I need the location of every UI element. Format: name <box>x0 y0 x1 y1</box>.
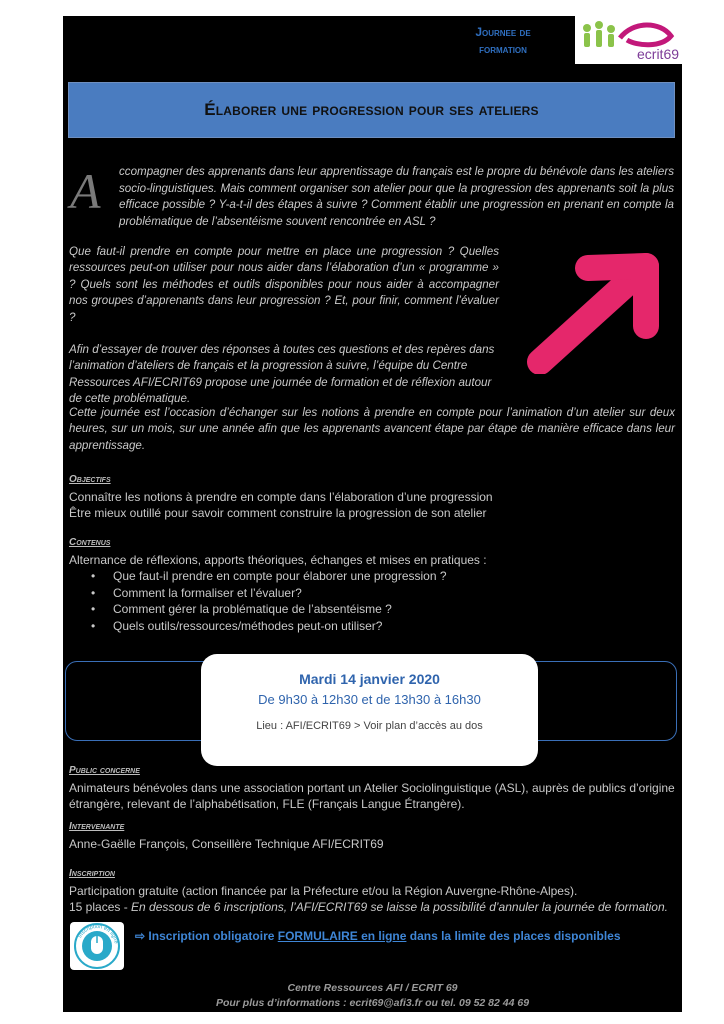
registration-section <box>69 866 675 916</box>
list-item: • Comment la formaliser et l’évaluer? <box>113 585 669 602</box>
event-location: Lieu : AFI/ECRIT69 > Voir plan d’accès au dos <box>256 720 483 732</box>
proposal-paragraph: Afin d’essayer de trouver des réponses à toutes ces questions et des repères dans l’animation d’ateliers de français et la progression à suivre, l’équipe du Centre Ressources AFI/ECRIT69 propose une journée de formation et de réflexion autour de cette problématique. <box>69 343 495 406</box>
header-label-line1: Journee de <box>475 25 531 39</box>
svg-text:Inscription en ligne: Inscription en ligne <box>77 923 119 945</box>
title-banner <box>68 82 675 138</box>
list-item: • Que faut-il prendre en compte pour élaborer une progression ? <box>113 568 669 585</box>
registration-link-line: ⇨ Inscription obligatoire FORMULAIRE en ligne dans la limite des places disponibles <box>135 929 621 943</box>
objectives-section <box>69 472 669 522</box>
contents-heading: Contenus <box>69 537 111 548</box>
arrow-right-icon: ⇨ <box>135 929 146 943</box>
contents-list <box>69 568 669 634</box>
speaker-heading: Intervenante <box>69 821 125 832</box>
drop-cap: A <box>70 163 101 219</box>
svg-text:ecrit69: ecrit69 <box>637 46 680 62</box>
list-item: • Quels outils/ressources/méthodes peut-on utiliser? <box>113 618 669 635</box>
header-label-line2: formation <box>479 42 527 56</box>
registration-form-link[interactable]: FORMULAIRE en ligne <box>277 929 407 943</box>
arrow-up-right-icon <box>518 244 668 374</box>
event-hours: De 9h30 à 12h30 et de 13h30 à 16h30 <box>258 692 481 707</box>
header-label <box>453 24 553 58</box>
footer-contact: Pour plus d’informations : ecrit69@afi3.fr ou tel. 09 52 82 44 69 <box>215 997 530 1009</box>
registration-line2: 15 places - En dessous de 6 inscriptions, l’AFI/ECRIT69 se laisse la possibilité d’annuler la journée de formation. <box>69 900 668 914</box>
flyer-page <box>63 16 682 1012</box>
footer <box>63 981 682 1011</box>
objectives-heading: Objectifs <box>69 474 111 485</box>
objective-item: Connaître les notions à prendre en compte dans l’élaboration d’une progression <box>69 489 493 504</box>
contents-intro: Alternance de réflexions, apports théoriques, échanges et mises en pratiques : <box>69 552 487 567</box>
objective-item: Être mieux outillé pour savoir comment construire la progression de son atelier <box>69 506 487 520</box>
public-section <box>69 763 675 813</box>
public-heading: Public concerne <box>69 765 140 776</box>
registration-line1: Participation gratuite (action financée par la Préfecture et/ou la Région Auvergne-Rhône-Alpes). <box>69 883 578 898</box>
event-date: Mardi 14 janvier 2020 <box>299 671 440 687</box>
ecrit69-logo <box>575 16 682 64</box>
intro-paragraph: ccompagner des apprenants dans leur apprentissage du français est le propre du bénévole dans les ateliers socio-linguistiques. Mais comment organiser son atelier pour que la progression des apprenants soit la plus efficace possible ? Y-a-t-il des étapes à suivre ? Comment établir une progression en prenant en compte la problématique de l’absentéisme souvent rencontrée en ASL ? <box>119 165 674 228</box>
page-title: Élaborer une progression pour ses ateliers <box>204 100 539 119</box>
contents-section <box>69 535 669 634</box>
speaker-text: Anne-Gaëlle François, Conseillère Technique AFI/ECRIT69 <box>69 836 384 851</box>
public-text: Animateurs bénévoles dans une association portant un Atelier Sociolinguistique (ASL), auprès de publics d’origine étrangère, relevant de l’alphabétisation, FLE (Français Langue Étrangère). <box>69 780 675 811</box>
speaker-section <box>69 819 675 852</box>
list-item: • Comment gérer la problématique de l’absentéisme ? <box>113 601 669 618</box>
date-card <box>201 654 538 766</box>
exchange-paragraph: Cette journée est l’occasion d’échanger sur les notions à prendre en compte pour l’animation d’un atelier sur deux heures, sur un mois, sur une année afin que les apprenants avancent étape par étape de manière efficace dans leur apprentissage. <box>69 406 675 452</box>
registration-heading: Inscription <box>69 868 115 879</box>
footer-line1: Centre Ressources AFI / ECRIT 69 <box>287 982 458 994</box>
online-registration-badge[interactable] <box>70 922 124 970</box>
questions-paragraph: Que faut-il prendre en compte pour mettre en place une progression ? Quelles ressources peut-on utiliser pour nous aider dans l’élaboration d’un « programme » ? Quels sont les méthodes et outils disponibles pour nous aider à accompagner nos groupes d’apprenants dans leur progression ? Et, pour finir, comment l’évaluer ? <box>69 245 499 324</box>
